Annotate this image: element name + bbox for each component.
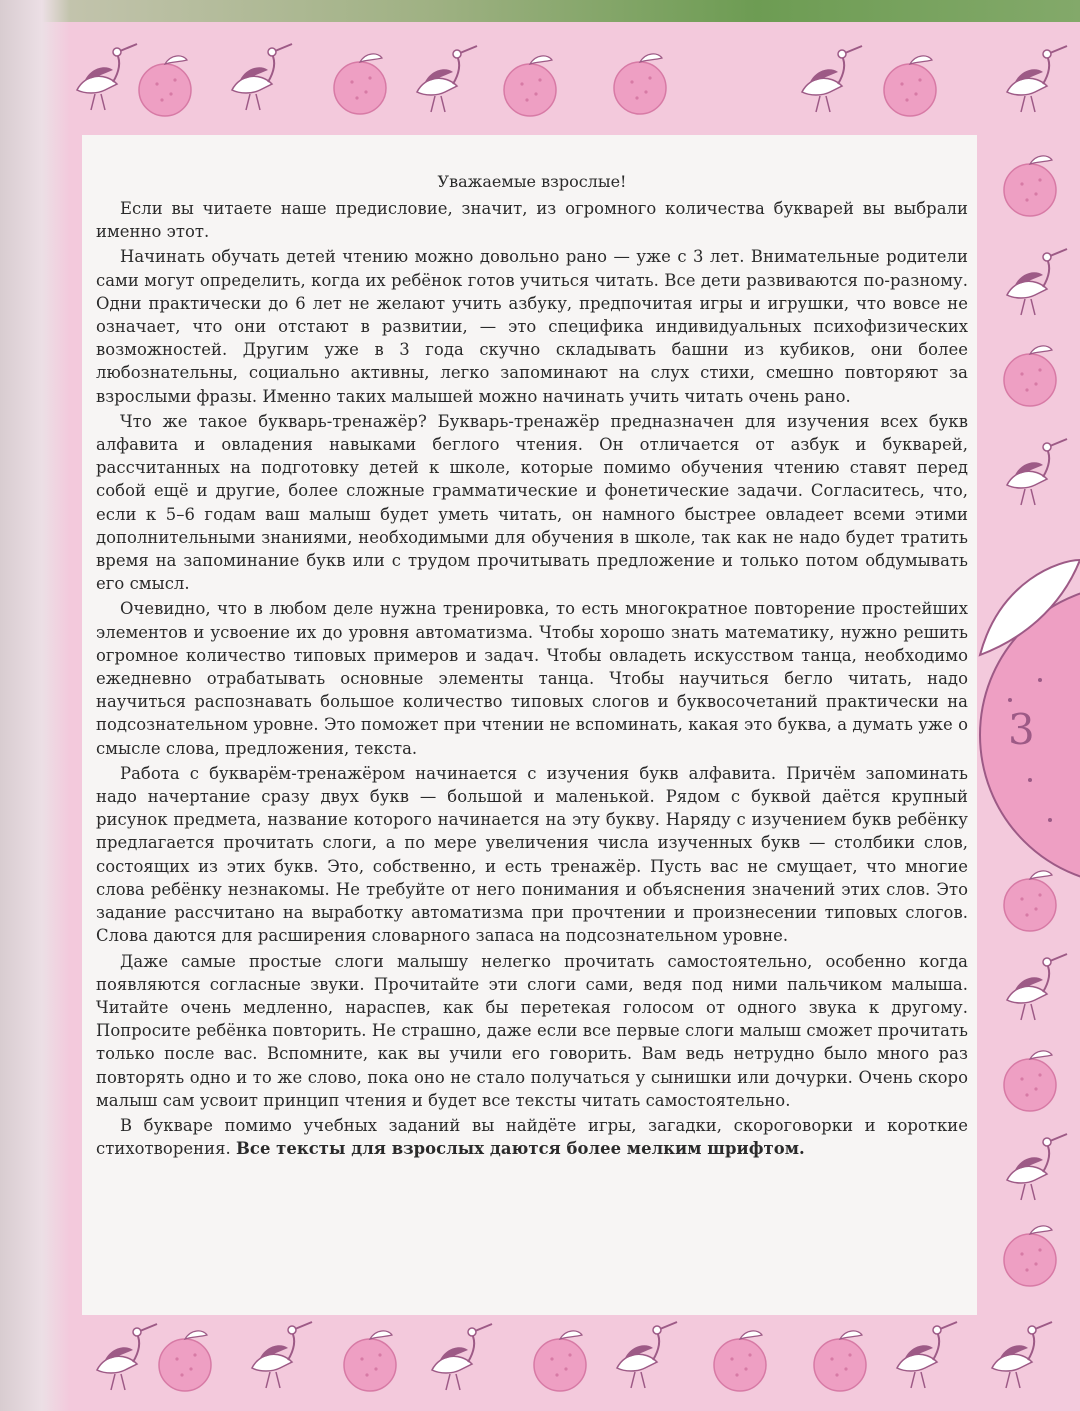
- orange-icon: [714, 1331, 766, 1391]
- stork-icon: [802, 46, 862, 112]
- orange-icon: [159, 1331, 211, 1391]
- orange-icon: [614, 54, 666, 114]
- paragraph-4: Очевидно, что в любом деле нужна тренировка, то есть многократное повторение простейших элементов и усвоение их до уровня автоматизма. Чтобы хорошо знать математику, нужно решить огромное количество типовых примеров и задач. Чтобы овладеть искусством танца, необходимо ежедневно отрабатывать основные элементы танца. Чтобы научиться бегло читать, надо научиться распознавать большое количество типовых слогов и буквосочетаний практически на подсознательном уровне. Это поможет при чтении не вспоминать, какая это буква, а думать уже о смысле слова, предложения, текста.: [96, 599, 968, 758]
- bottom-ornament-row: [97, 1322, 1052, 1391]
- paragraph-7-text: В букваре помимо учебных заданий вы найдёте игры, загадки, скороговорки и короткие стихотворения.: [96, 1115, 968, 1159]
- stork-icon: [1007, 249, 1067, 315]
- orange-icon: [1004, 1051, 1056, 1111]
- stork-icon: [1007, 1134, 1067, 1200]
- orange-icon: [1004, 1226, 1056, 1286]
- preface-text: [96, 172, 968, 1162]
- paragraph-1: Если вы читаете наше предисловие, значит, из огромного количества букварей вы выбрали именно этот.: [96, 199, 968, 242]
- orange-icon: [1004, 871, 1056, 931]
- stork-icon: [992, 1322, 1052, 1388]
- paragraph-7-bold-note: Все тексты для взрослых даются более мелким шрифтом.: [236, 1139, 805, 1159]
- top-ornament-row: [77, 44, 1067, 116]
- stork-icon: [97, 1324, 157, 1390]
- orange-icon: [1004, 346, 1056, 406]
- stork-icon: [897, 1322, 957, 1388]
- stork-icon: [252, 1322, 312, 1388]
- orange-icon: [1004, 156, 1056, 216]
- orange-icon: [534, 1331, 586, 1391]
- orange-icon: [139, 56, 191, 116]
- stork-icon: [417, 46, 477, 112]
- preface-title: Уважаемые взрослые!: [437, 172, 627, 191]
- stork-icon: [617, 1322, 677, 1388]
- orange-icon: [504, 56, 556, 116]
- orange-icon: [884, 56, 936, 116]
- stork-icon: [77, 44, 137, 110]
- orange-icon: [334, 54, 386, 114]
- stork-icon: [432, 1324, 492, 1390]
- stork-icon: [1007, 439, 1067, 505]
- orange-icon: [344, 1331, 396, 1391]
- paragraph-2: Начинать обучать детей чтению можно довольно рано — уже с 3 лет. Внимательные родители сами могут определить, когда их ребёнок готов учиться читать. Все дети развиваются по-разному. Одни практически до 6 лет не желают учить азбуку, предпочитая игры и игрушки, что вовсе не означает, что они отстают в развитии, — это специфика индивидуальных психофизических возможностей. Другим уже в 3 года скучно складывать башни из кубиков, они более любознательны, социально активны, легко запоминают на слух стихи, смешно повторяют за взрослыми фразы. Именно таких малышей можно начинать учить читать очень рано.: [96, 247, 968, 406]
- paragraph-7: [96, 1114, 968, 1160]
- stork-icon: [232, 44, 292, 110]
- orange-icon: [814, 1331, 866, 1391]
- page-number: 3: [1008, 705, 1035, 754]
- stork-icon: [1007, 954, 1067, 1020]
- paragraph-6: Даже самые простые слоги малышу нелегко прочитать самостоятельно, особенно когда появляются согласные звуки. Прочитайте эти слоги сами, ведя под ними пальчиком малыша. Читайте очень медленно, нараспев, как бы перетекая голосом от одного звука к другому. Попросите ребёнка повторить. Не страшно, даже если все первые слоги малыш сможет прочитать только после вас. Вспомните, как вы учили его говорить. Вам ведь нетрудно было много раз повторять одно и то же слово, пока оно не стало получаться у сынишки или дочурки. Очень скоро малыш сам усвоит принцип чтения и будет все тексты читать самостоятельно.: [96, 951, 968, 1110]
- paragraph-5: Работа с букварём-тренажёром начинается с изучения букв алфавита. Причём запоминать надо начертание сразу двух букв — большой и маленькой. Рядом с буквой даётся крупный рисунок предмета, название которого начинается на эту букву. Наряду с изучением букв ребёнку предлагается прочитать слоги, а по мере увеличения числа изученных букв — столбики слов, состоящих из этих букв. Это, собственно, и есть тренажёр. Пусть вас не смущает, что многие слова ребёнку незнакомы. Не требуйте от него понимания и объяснения значений этих слов. Это задание рассчитано на выработку автоматизма при прочтении и произнесении типовых слогов. Слова даются для расширения словарного запаса на подсознательном уровне.: [96, 763, 968, 946]
- paragraph-3: Что же такое букварь-тренажёр? Букварь-тренажёр предназначен для изучения всех букв алфавита и овладения навыками беглого чтения. Он отличается от азбук и букварей, рассчитанных на подготовку детей к школе, которые помимо обучения чтению ставят перед собой ещё и другие, более сложные грамматические и фонетические задачи. Согласитесь, что, если к 5–6 годам ваш малыш будет уметь читать, он намного быстрее овладеет всеми этими дополнительными знаниями, необходимыми для обучения в школе, так как не надо будет тратить время на запоминание букв или с трудом прочитывать предложение и только потом обдумывать его смысл.: [96, 411, 968, 594]
- stork-icon: [1007, 46, 1067, 112]
